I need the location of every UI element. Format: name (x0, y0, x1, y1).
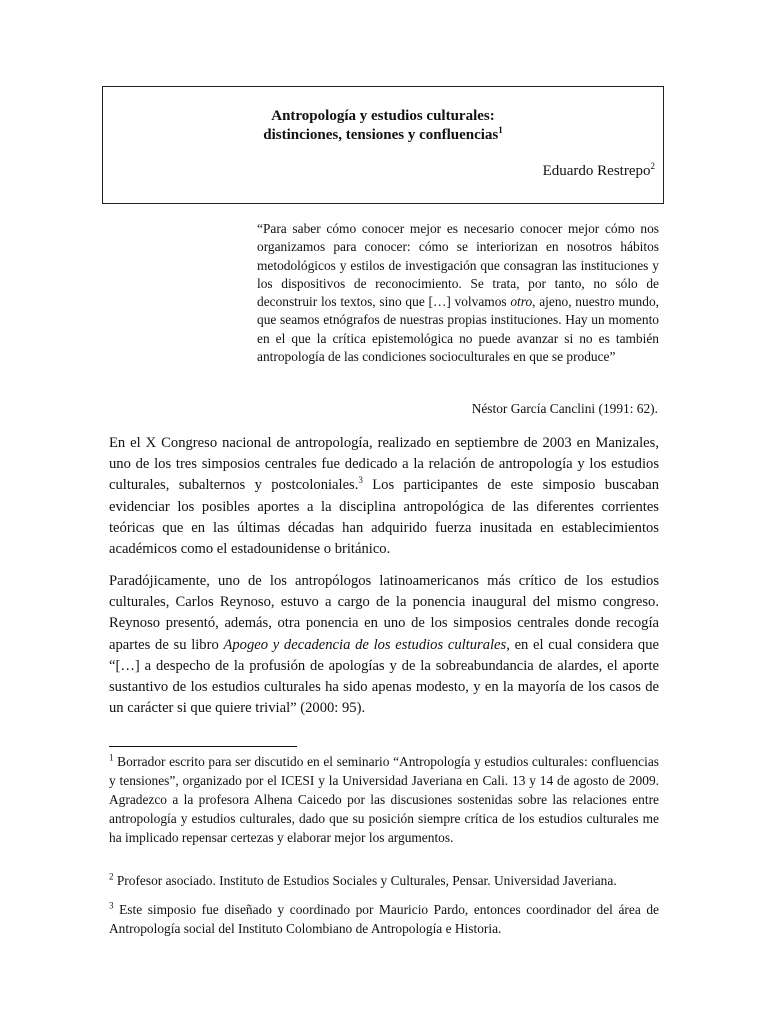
title-line-2 (103, 126, 663, 145)
footnote-mark-2: 2 (109, 871, 114, 882)
epigraph-italic: otro (510, 294, 533, 310)
epigraph-text-1: “Para saber cómo conocer mejor es necesario conocer mejor cómo nos organizamos para conocer: cómo se interiorizan en nosotros hábitos metodológicos y estilos de investigación que consagran las instituciones y los dispositivos de reconocimiento. Se trata, por tanto, no sólo de deconstruir los textos, sino que […] volvamos (257, 221, 659, 310)
p1-text-a: En el X Congreso nacional de antropología, realizado en septiembre de 2003 en Manizales, uno de los tres simposios centrales fue dedicado a la relación de antropología y los estudios culturales, subalternos y postcoloniales. (109, 435, 659, 494)
footnote-mark-3: 3 (109, 900, 114, 911)
p1-text-b: Los participantes de este simposio buscaban evidenciar los posibles aportes a la disciplina antropológica de las diferentes corrientes teóricas que en las últimas décadas han adquirido fuerza inusitada en establecimientos académicos como el estadounidense o británico. (109, 477, 660, 558)
footnote-1-text: Borrador escrito para ser discutido en el seminario “Antropología y estudios culturales: confluencias y tensiones”, organizado por el ICESI y la Universidad Javeriana en Cali. 13 y 14 de agosto de 2009. Agradezco a la profesora Alhena Caicedo por las discusiones sostenidas sobre las relaciones entre antropología y estudios culturales, dado que su posición siempre crítica de los estudios culturales me ha implicado repensar certezas y elaborar mejor los argumentos. (109, 754, 659, 845)
author-name (543, 163, 655, 180)
book-title: Apogeo y decadencia de los estudios culturales (223, 636, 507, 653)
page-title (103, 107, 663, 145)
epigraph-quote (257, 220, 659, 366)
title-line-2-text: distinciones, tensiones y confluencias (263, 127, 499, 143)
p2-text-a: Paradójicamente, uno de los antropólogos latinoamericanos más crítico de los estudios culturales, Carlos Reynoso, estuvo a cargo de la ponencia inaugural del mismo congreso. Reynoso presentó, además, otra ponencia en uno de los simposios centrales donde recogía apartes de su libro (109, 573, 659, 653)
title-box (102, 86, 664, 204)
footnote-ref-2[interactable]: 2 (650, 161, 655, 171)
p2-text-b: , en el cual considera que “[…] a despecho de la profusión de apologías y de la sobreabundancia de alardes, el aporte sustantivo de los estudios culturales ha sido apenas modesto, y en la mayoría de los casos de un carácter si que quiere trivial” (2000: 95). (109, 636, 659, 717)
body-paragraph-2 (109, 571, 659, 719)
footnote-divider (109, 746, 297, 747)
footnote-mark-1: 1 (109, 752, 114, 763)
body-paragraph-1 (109, 433, 659, 560)
footnote-2-text: Profesor asociado. Instituto de Estudios Sociales y Culturales, Pensar. Universidad Javeriana. (113, 873, 617, 888)
footnote-2 (109, 871, 659, 890)
footnote-3 (109, 900, 659, 938)
epigraph-text-2: , ajeno, nuestro mundo, que seamos etnógrafos de nuestras propias instituciones. Hay un momento en el que la crítica epistemológica no puede avanzar si no es también antropología de las condiciones socioculturales en que se produce” (257, 294, 659, 365)
footnote-ref-3[interactable]: 3 (358, 475, 363, 486)
author-text: Eduardo Restrepo (542, 163, 651, 179)
epigraph-citation: Néstor García Canclini (1991: 62). (471, 401, 658, 416)
footnote-ref-1[interactable]: 1 (498, 125, 503, 135)
footnote-1 (109, 752, 659, 847)
footnote-3-text: Este simposio fue diseñado y coordinado por Mauricio Pardo, entonces coordinador del área de Antropología social del Instituto Colombiano de Antropología e Historia. (109, 902, 659, 936)
title-line-1: Antropología y estudios culturales: (271, 108, 495, 124)
